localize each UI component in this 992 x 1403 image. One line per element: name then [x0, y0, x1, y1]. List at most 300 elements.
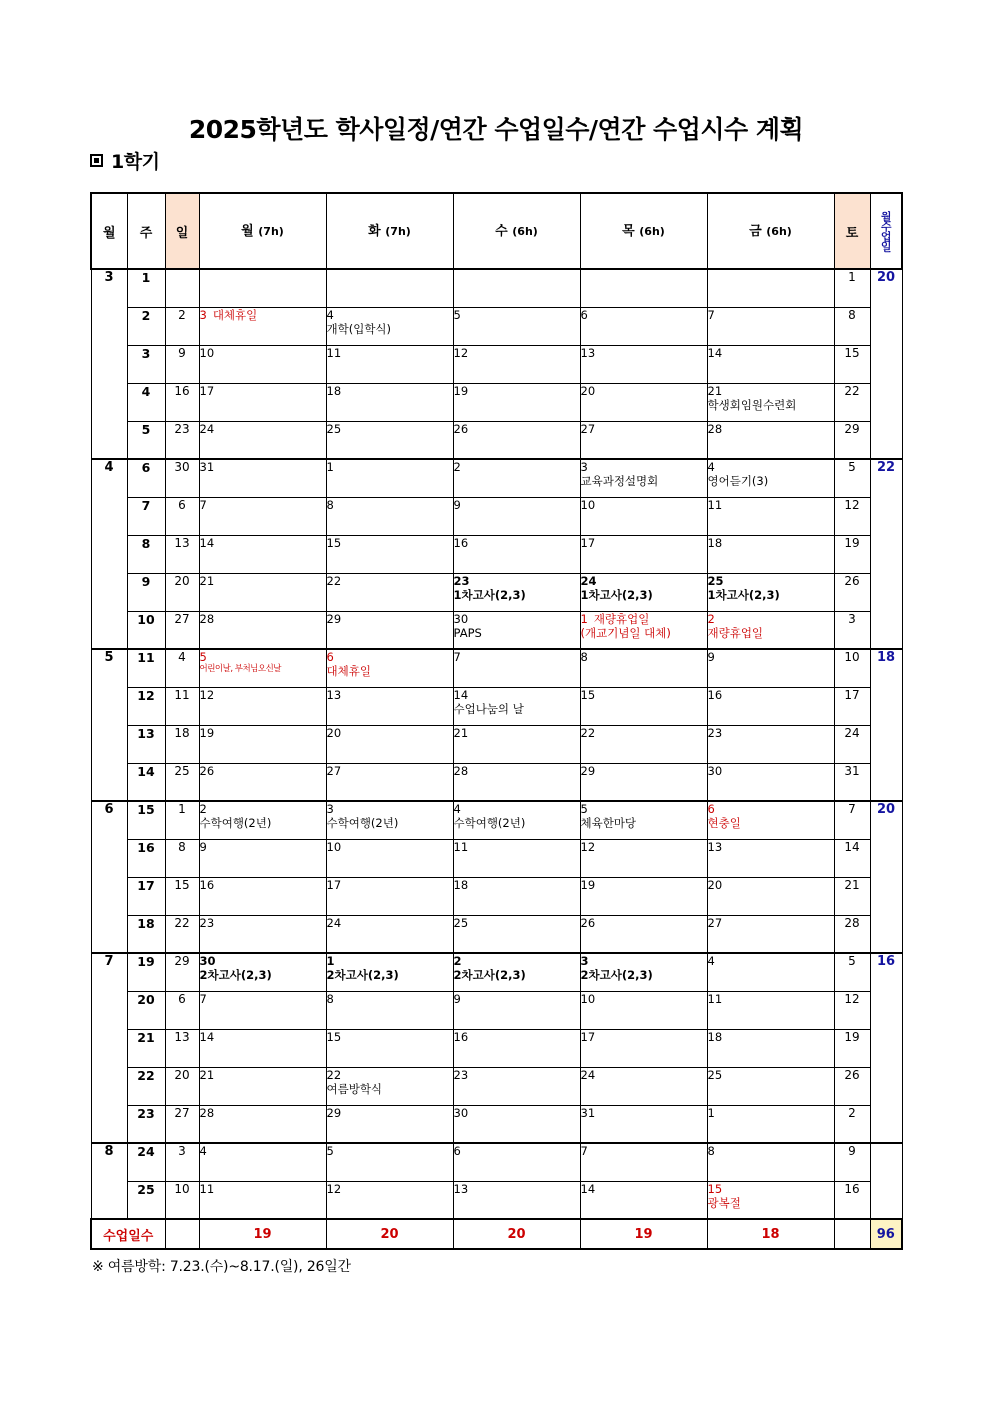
- day-cell: [326, 839, 453, 877]
- day-cell: [580, 1181, 707, 1219]
- header-monthly-total: [870, 193, 902, 269]
- day-number: 21: [199, 573, 215, 588]
- day-number: 21: [453, 725, 469, 740]
- day-cell: [199, 459, 326, 497]
- day-cell: [199, 573, 326, 611]
- summary-value: 19: [199, 1219, 326, 1249]
- saturday-cell: 7: [834, 801, 870, 839]
- day-number: 2: [453, 954, 462, 968]
- week-number: 16: [127, 839, 165, 877]
- day-cell: [453, 345, 580, 383]
- week-number: 10: [127, 611, 165, 649]
- day-cell: [199, 839, 326, 877]
- day-number: 15: [580, 687, 596, 702]
- header-monthly-total-label: 월수업일: [879, 211, 893, 251]
- day-cell: [707, 1143, 834, 1181]
- day-number: 1: [326, 954, 335, 968]
- day-cell: [580, 915, 707, 953]
- day-number: 5: [199, 650, 207, 664]
- day-cell: [326, 459, 453, 497]
- day-event: 수학여행(2년): [453, 816, 526, 831]
- day-event: 1차고사(2,3): [453, 587, 526, 602]
- table-row: [91, 649, 902, 687]
- table-row: [91, 459, 902, 497]
- header-tuesday: [326, 193, 453, 269]
- table-row: [91, 953, 902, 991]
- day-number: 23: [453, 573, 470, 588]
- day-cell: [326, 725, 453, 763]
- week-number: 7: [127, 497, 165, 535]
- day-cell: [707, 1181, 834, 1219]
- day-number: 8: [580, 650, 588, 664]
- week-number: 1: [127, 269, 165, 307]
- week-number: 11: [127, 649, 165, 687]
- day-number: 21: [707, 383, 723, 398]
- saturday-cell: 12: [834, 497, 870, 535]
- day-cell: [199, 915, 326, 953]
- day-cell: [453, 1143, 580, 1181]
- day-cell: [199, 991, 326, 1029]
- header-saturday: 토: [834, 193, 870, 269]
- monthly-total: 18: [870, 649, 902, 801]
- sunday-cell: 27: [165, 611, 199, 649]
- week-number: 20: [127, 991, 165, 1029]
- week-number: 21: [127, 1029, 165, 1067]
- day-event: 재량휴업일: [707, 625, 764, 640]
- day-number: 28: [199, 1105, 215, 1120]
- day-number: 4: [707, 460, 715, 474]
- sunday-cell: 15: [165, 877, 199, 915]
- sunday-cell: 18: [165, 725, 199, 763]
- monthly-total: [870, 1143, 902, 1219]
- day-number: 27: [580, 421, 596, 436]
- summary-saturday-blank: [834, 1219, 870, 1249]
- week-number: 14: [127, 763, 165, 801]
- day-cell: [580, 269, 707, 307]
- day-cell: [580, 1105, 707, 1143]
- day-cell: [580, 877, 707, 915]
- day-cell: [326, 535, 453, 573]
- day-number: 20: [326, 725, 342, 740]
- day-number: 11: [326, 345, 342, 360]
- day-cell: [326, 497, 453, 535]
- week-number: 24: [127, 1143, 165, 1181]
- day-cell: [326, 1143, 453, 1181]
- table-row: [91, 535, 902, 573]
- monthly-total: 20: [870, 801, 902, 953]
- day-cell: [580, 535, 707, 573]
- monthly-total: 22: [870, 459, 902, 649]
- table-row: [91, 345, 902, 383]
- month-label: 8: [91, 1143, 127, 1219]
- day-number: 8: [707, 1144, 715, 1158]
- day-number: 5: [453, 307, 461, 322]
- day-cell: [453, 1029, 580, 1067]
- week-number: 2: [127, 307, 165, 345]
- day-cell: [326, 801, 453, 839]
- day-cell: [199, 763, 326, 801]
- table-row: [91, 383, 902, 421]
- day-number: 3: [199, 307, 207, 322]
- sunday-cell: 10: [165, 1181, 199, 1219]
- day-number: 13: [707, 839, 723, 854]
- saturday-cell: 22: [834, 383, 870, 421]
- summary-grand-total: 96: [870, 1219, 902, 1249]
- day-number: 3: [326, 802, 334, 816]
- day-number: 20: [707, 877, 723, 892]
- day-number: 16: [453, 535, 469, 550]
- day-event-line2: (개교기념일 대체): [580, 625, 671, 640]
- day-cell: [580, 421, 707, 459]
- table-row: [91, 497, 902, 535]
- day-cell: [326, 649, 453, 687]
- day-number: 12: [453, 345, 469, 360]
- day-cell: [707, 459, 834, 497]
- day-cell: [580, 725, 707, 763]
- day-cell: [453, 269, 580, 307]
- day-number: 19: [453, 383, 469, 398]
- day-number: 30: [453, 611, 469, 626]
- day-number: 29: [326, 611, 342, 626]
- saturday-cell: 10: [834, 649, 870, 687]
- day-number: 22: [326, 1067, 342, 1082]
- day-number: 4: [199, 1144, 207, 1158]
- saturday-cell: 3: [834, 611, 870, 649]
- day-number: 10: [580, 497, 596, 512]
- day-number: 25: [707, 1067, 723, 1082]
- day-cell: [707, 725, 834, 763]
- day-cell: [707, 763, 834, 801]
- summary-value: 20: [326, 1219, 453, 1249]
- day-cell: [707, 915, 834, 953]
- day-event: 현충일: [707, 816, 741, 831]
- day-cell: [580, 611, 707, 649]
- day-cell: [580, 459, 707, 497]
- table-row: [91, 725, 902, 763]
- day-cell: [707, 535, 834, 573]
- day-cell: [707, 269, 834, 307]
- day-number: 14: [580, 1181, 596, 1196]
- day-event: 학생회임원수련회: [707, 397, 797, 412]
- day-cell: [199, 1029, 326, 1067]
- day-cell: [199, 307, 326, 345]
- day-number: 20: [580, 383, 596, 398]
- month-label: 4: [91, 459, 127, 649]
- day-cell: [580, 383, 707, 421]
- day-cell: [707, 1105, 834, 1143]
- day-cell: [707, 991, 834, 1029]
- table-row: [91, 611, 902, 649]
- day-cell: [707, 649, 834, 687]
- day-event: 개학(입학식): [326, 321, 392, 336]
- day-number: 16: [199, 877, 215, 892]
- day-number: 7: [199, 497, 207, 512]
- day-event: PAPS: [453, 625, 482, 640]
- table-row: [91, 307, 902, 345]
- day-cell: [326, 1105, 453, 1143]
- header-monday: [199, 193, 326, 269]
- saturday-cell: 28: [834, 915, 870, 953]
- summary-sunday-blank: [165, 1219, 199, 1249]
- day-cell: [199, 687, 326, 725]
- day-number: 4: [326, 307, 334, 322]
- header-sunday: 일: [165, 193, 199, 269]
- day-event: 교육과정설명회: [580, 474, 659, 489]
- day-number: 26: [580, 915, 596, 930]
- header-tuesday-name: 화: [368, 223, 381, 239]
- saturday-cell: 14: [834, 839, 870, 877]
- day-cell: [199, 383, 326, 421]
- day-cell: [453, 649, 580, 687]
- day-event: 어린이날, 부처님오신날: [199, 664, 282, 675]
- sunday-cell: 1: [165, 801, 199, 839]
- day-number: 30: [199, 954, 216, 968]
- day-number: 18: [707, 1029, 723, 1044]
- day-cell: [453, 611, 580, 649]
- saturday-cell: 5: [834, 459, 870, 497]
- day-cell: [199, 801, 326, 839]
- day-cell: [580, 801, 707, 839]
- sunday-cell: 20: [165, 1067, 199, 1105]
- saturday-cell: 1: [834, 269, 870, 307]
- sunday-cell: 2: [165, 307, 199, 345]
- table-row: [91, 573, 902, 611]
- day-event: 영어듣기(3): [707, 474, 769, 489]
- sunday-cell: 8: [165, 839, 199, 877]
- day-number: 16: [453, 1029, 469, 1044]
- day-number: 10: [326, 839, 342, 854]
- day-cell: [453, 307, 580, 345]
- day-number: 5: [326, 1144, 334, 1158]
- day-number: 14: [199, 535, 215, 550]
- week-number: 18: [127, 915, 165, 953]
- day-cell: [707, 345, 834, 383]
- table-row: [91, 1105, 902, 1143]
- day-number: 22: [326, 573, 342, 588]
- day-number: 17: [199, 383, 215, 398]
- day-cell: [707, 801, 834, 839]
- day-event: 수업나눔의 날: [453, 701, 524, 716]
- sunday-cell: 16: [165, 383, 199, 421]
- saturday-cell: 16: [834, 1181, 870, 1219]
- day-number: 3: [580, 954, 589, 968]
- saturday-cell: 24: [834, 725, 870, 763]
- day-number: 1: [326, 460, 334, 474]
- day-cell: [580, 1067, 707, 1105]
- day-number: 14: [453, 687, 469, 702]
- day-cell: [707, 687, 834, 725]
- day-cell: [199, 497, 326, 535]
- day-number: 9: [707, 650, 715, 664]
- month-label: 3: [91, 269, 127, 459]
- day-cell: [326, 269, 453, 307]
- day-number: 30: [707, 763, 723, 778]
- day-cell: [326, 307, 453, 345]
- day-event: 재량휴업일: [593, 611, 650, 626]
- day-cell: [453, 991, 580, 1029]
- day-cell: [707, 611, 834, 649]
- day-cell: [326, 1067, 453, 1105]
- day-cell: [199, 1105, 326, 1143]
- day-number: 2: [453, 460, 461, 474]
- day-cell: [707, 839, 834, 877]
- day-number: 7: [199, 991, 207, 1006]
- day-cell: [453, 459, 580, 497]
- header-friday-hours: (6h): [766, 224, 792, 238]
- day-number: 28: [199, 611, 215, 626]
- day-cell: [453, 687, 580, 725]
- week-number: 9: [127, 573, 165, 611]
- saturday-cell: 8: [834, 307, 870, 345]
- table-row: [91, 1143, 902, 1181]
- day-number: 31: [199, 460, 215, 474]
- table-row: [91, 991, 902, 1029]
- day-cell: [707, 1067, 834, 1105]
- day-number: 13: [453, 1181, 469, 1196]
- day-number: 10: [580, 991, 596, 1006]
- day-cell: [199, 649, 326, 687]
- day-number: 7: [580, 1144, 588, 1158]
- day-number: 8: [326, 991, 334, 1006]
- day-cell: [707, 307, 834, 345]
- day-number: 25: [707, 573, 724, 588]
- day-cell: [326, 877, 453, 915]
- day-cell: [326, 345, 453, 383]
- day-event: 체육한마당: [580, 816, 637, 831]
- day-number: 23: [707, 725, 723, 740]
- header-thursday: [580, 193, 707, 269]
- sunday-cell: 20: [165, 573, 199, 611]
- saturday-cell: 12: [834, 991, 870, 1029]
- summary-value: 20: [453, 1219, 580, 1249]
- day-cell: [326, 611, 453, 649]
- day-number: 9: [453, 497, 461, 512]
- day-number: 13: [580, 345, 596, 360]
- day-number: 8: [326, 497, 334, 512]
- day-number: 31: [580, 1105, 596, 1120]
- day-cell: [580, 1143, 707, 1181]
- day-cell: [453, 535, 580, 573]
- day-cell: [326, 1181, 453, 1219]
- day-cell: [707, 1029, 834, 1067]
- week-number: 22: [127, 1067, 165, 1105]
- saturday-cell: 31: [834, 763, 870, 801]
- header-monday-hours: (7h): [258, 224, 284, 238]
- week-number: 4: [127, 383, 165, 421]
- sunday-cell: 13: [165, 535, 199, 573]
- day-number: 28: [453, 763, 469, 778]
- week-number: 17: [127, 877, 165, 915]
- day-cell: [199, 345, 326, 383]
- day-number: 11: [453, 839, 469, 854]
- day-cell: [580, 345, 707, 383]
- header-tuesday-hours: (7h): [385, 224, 411, 238]
- saturday-cell: 21: [834, 877, 870, 915]
- week-number: 13: [127, 725, 165, 763]
- day-event: 2차고사(2,3): [199, 968, 272, 983]
- day-cell: [453, 1105, 580, 1143]
- day-cell: [326, 991, 453, 1029]
- day-cell: [199, 1067, 326, 1105]
- day-number: 19: [199, 725, 215, 740]
- day-number: 14: [707, 345, 723, 360]
- header-month: 월: [91, 193, 127, 269]
- day-number: 3: [580, 460, 588, 474]
- day-number: 7: [707, 307, 715, 322]
- day-number: 18: [326, 383, 342, 398]
- week-number: 23: [127, 1105, 165, 1143]
- day-number: 21: [199, 1067, 215, 1082]
- table-row: [91, 1067, 902, 1105]
- day-cell: [453, 953, 580, 991]
- sunday-cell: 25: [165, 763, 199, 801]
- day-cell: [453, 1067, 580, 1105]
- header-wednesday: [453, 193, 580, 269]
- day-number: 22: [580, 725, 596, 740]
- table-row: [91, 801, 902, 839]
- saturday-cell: 19: [834, 1029, 870, 1067]
- sunday-cell: 6: [165, 991, 199, 1029]
- day-cell: [580, 1029, 707, 1067]
- sunday-cell: 13: [165, 1029, 199, 1067]
- day-number: 24: [326, 915, 342, 930]
- day-number: 11: [707, 991, 723, 1006]
- day-cell: [707, 877, 834, 915]
- sunday-cell: 11: [165, 687, 199, 725]
- day-cell: [580, 687, 707, 725]
- header-week: 주: [127, 193, 165, 269]
- day-cell: [199, 269, 326, 307]
- day-number: 17: [580, 1029, 596, 1044]
- day-number: 2: [707, 611, 715, 626]
- sunday-cell: 29: [165, 953, 199, 991]
- day-cell: [199, 953, 326, 991]
- section-label: 1학기: [111, 151, 160, 173]
- day-cell: [199, 611, 326, 649]
- day-number: 17: [580, 535, 596, 550]
- day-number: 6: [580, 307, 588, 322]
- sunday-cell: 27: [165, 1105, 199, 1143]
- day-number: 26: [199, 763, 215, 778]
- day-cell: [580, 839, 707, 877]
- table-row: [91, 839, 902, 877]
- day-event: 여름방학식: [326, 1081, 383, 1096]
- table-row: [91, 687, 902, 725]
- day-cell: [453, 421, 580, 459]
- day-event: 수학여행(2년): [326, 816, 399, 831]
- table-row: [91, 763, 902, 801]
- day-number: 4: [453, 802, 461, 816]
- day-cell: [453, 839, 580, 877]
- day-number: 23: [453, 1067, 469, 1082]
- day-cell: [199, 725, 326, 763]
- day-cell: [453, 1181, 580, 1219]
- day-number: 16: [707, 687, 723, 702]
- table-row: [91, 421, 902, 459]
- header-friday: [707, 193, 834, 269]
- week-number: 25: [127, 1181, 165, 1219]
- day-event: 1차고사(2,3): [707, 587, 780, 602]
- day-number: 1: [707, 1105, 715, 1120]
- page-title: 2025학년도 학사일정/연간 수업일수/연간 수업시수 계획: [188, 115, 804, 144]
- header-thursday-hours: (6h): [639, 224, 665, 238]
- day-cell: [326, 915, 453, 953]
- week-number: 6: [127, 459, 165, 497]
- day-number: 25: [326, 421, 342, 436]
- day-number: 6: [326, 650, 334, 664]
- saturday-cell: 15: [834, 345, 870, 383]
- month-label: 7: [91, 953, 127, 1143]
